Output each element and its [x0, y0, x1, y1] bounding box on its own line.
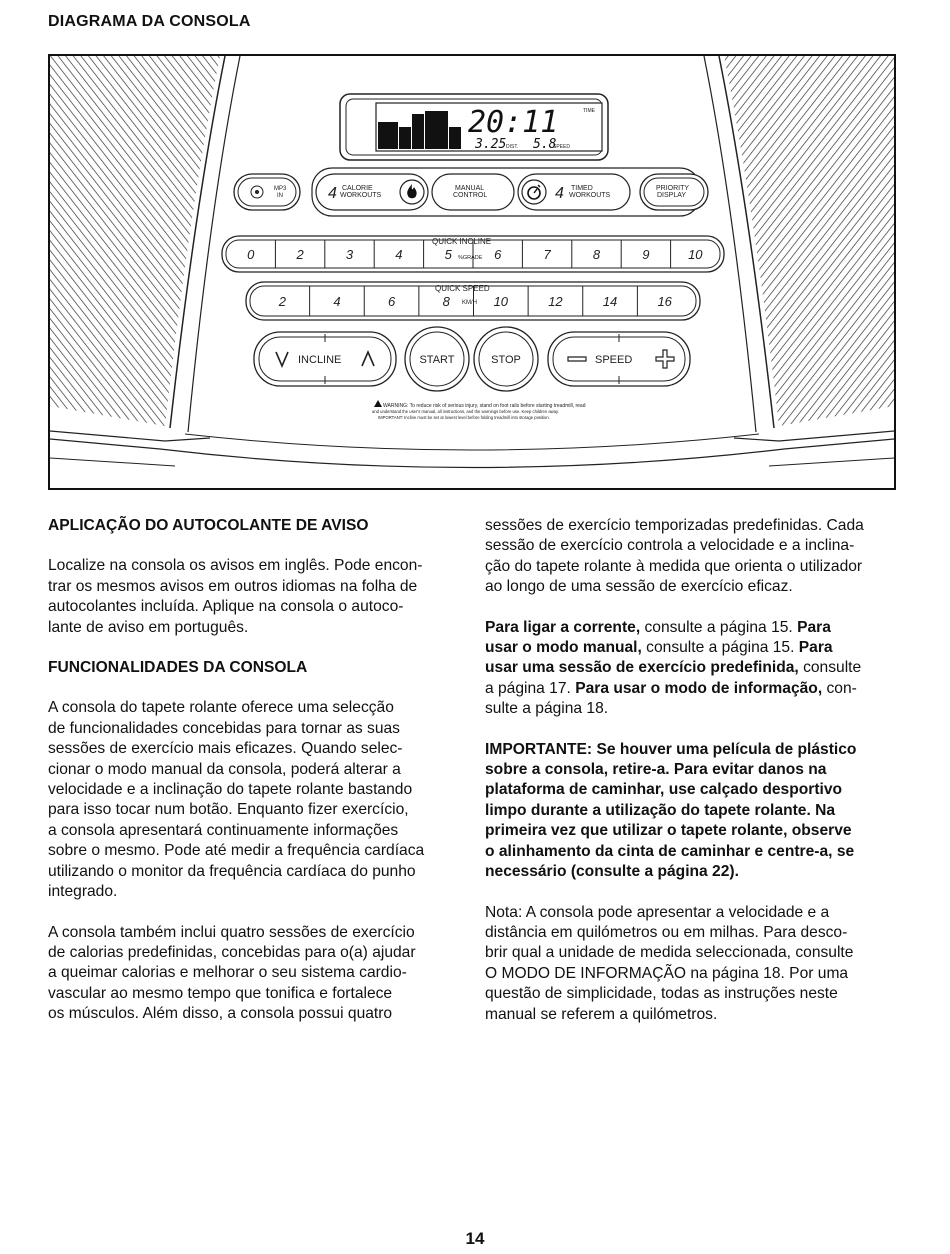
text-line: sobre o mesmo. Pode até medir a frequência cardíaca — [48, 842, 425, 860]
text-line: autocolantes incluída. Aplique na consola o autoco- — [48, 598, 404, 616]
ref-preset-workout: usar uma sessão de exercício predefinida, — [485, 659, 799, 677]
text-line: a página 17. — [485, 679, 576, 697]
timed-workouts-count: 4 — [555, 185, 564, 202]
text-line: sessão de exercício controla a velocidade e a inclina- — [485, 537, 855, 555]
incline-key-label: 10 — [688, 247, 703, 262]
manual-label-1: MANUAL — [455, 185, 485, 192]
text-line: ção do tapete rolante à medida que orienta o utilizador — [485, 557, 863, 575]
text-line: o alinhamento da cinta de caminhar e centre-a, se — [485, 842, 855, 860]
text-line: A consola também inclui quatro sessões de exercício — [48, 923, 415, 941]
text-line: Nota: A consola pode apresentar a velocidade e a — [485, 903, 830, 921]
right-column — [485, 516, 897, 1045]
timed-workouts-button[interactable] — [518, 174, 630, 210]
paragraph-page-references — [485, 618, 897, 720]
text-line: sulte a página 18. — [485, 700, 609, 718]
text-line: de calorias predefinidas, concebidas para o(a) ajudar — [48, 943, 416, 961]
quick-incline-title: QUICK INCLINE — [432, 237, 492, 246]
display-distance-label: DIST. — [506, 144, 519, 150]
speed-rocker-button[interactable] — [548, 332, 690, 386]
mp3-label-1: MP3 — [274, 186, 287, 192]
timed-label-2: WORKOUTS — [569, 192, 611, 199]
warning-line-1: WARNING: To reduce risk of serious injury, stand on foot rails before starting treadmill, read — [383, 403, 586, 409]
text-line: para isso tocar num botão. Enquanto fizer exercício, — [48, 801, 409, 819]
text-line: sessões de exercício mais eficazes. Quando selec- — [48, 740, 403, 758]
mp3-label-2: IN — [277, 193, 283, 199]
calorie-workouts-count: 4 — [328, 185, 337, 202]
ref-info-mode: Para usar o modo de informação, — [575, 679, 823, 697]
text-line: consulte — [798, 659, 862, 677]
text-line: IMPORTANTE: Se houver uma película de plástico — [485, 740, 857, 758]
text-line: Localize na consola os avisos em inglês. Pode encon- — [48, 557, 423, 575]
text-line: A consola do tapete rolante oferece uma selecção — [48, 699, 394, 717]
speed-key-label: 8 — [442, 294, 450, 309]
incline-key-label: 2 — [296, 247, 304, 262]
text-line: lante de aviso em português. — [48, 618, 249, 636]
speed-key-label: 10 — [493, 294, 509, 309]
display-time: 20:11 — [468, 105, 559, 140]
section-title-console-features: FUNCIONALIDADES DA CONSOLA — [48, 659, 308, 677]
ref-manual-mode: usar o modo manual, — [485, 639, 642, 657]
left-column — [48, 516, 458, 1045]
page-number: 14 — [465, 1229, 485, 1248]
priority-label-2: DISPLAY — [657, 192, 687, 199]
speed-key-label: 2 — [278, 294, 286, 309]
mp3-in-button[interactable] — [234, 174, 300, 210]
start-label: START — [419, 354, 455, 366]
incline-key-label: 9 — [642, 247, 650, 262]
paragraph-warning-sticker — [48, 556, 458, 638]
quick-speed-unit: KM/H — [462, 300, 477, 306]
stop-label: STOP — [491, 354, 521, 366]
text-line: velocidade e a inclinação do tapete rolante bastando — [48, 781, 413, 799]
speed-key-label: 6 — [387, 294, 396, 309]
speed-key-label: 14 — [602, 294, 618, 309]
text-line: trar os mesmos avisos em outros idiomas na folha de — [48, 577, 418, 595]
paragraph-important — [485, 740, 897, 883]
incline-key-label: 0 — [247, 247, 255, 262]
incline-key-0[interactable] — [247, 247, 255, 262]
speed-label: SPEED — [595, 354, 633, 366]
text-line: a consola apresentará continuamente informações — [48, 821, 399, 839]
section-title-warning-sticker: APLICAÇÃO DO AUTOCOLANTE DE AVISO — [48, 517, 369, 534]
text-line: a queimar calorias e melhorar o seu sistema cardio- — [48, 964, 407, 982]
quick-incline-bar — [222, 236, 724, 272]
left-speaker-grille — [50, 56, 240, 432]
console-diagram — [48, 54, 896, 490]
warning-triangle-icon — [374, 400, 382, 407]
text-line: questão de simplicidade, todas as instruções neste — [485, 985, 838, 1003]
quick-speed-bar — [246, 282, 700, 320]
incline-key-label: 8 — [592, 247, 601, 262]
quick-incline-unit: %GRADE — [458, 255, 483, 261]
calorie-workouts-button[interactable] — [316, 174, 428, 210]
text-line: consulte a página 15. — [641, 639, 799, 657]
display-speed: 5.8 — [533, 137, 557, 152]
text-line: limpo durante a utilização do tapete rolante. Na — [485, 801, 836, 819]
timed-label-1: TIMED — [571, 185, 593, 192]
text-line: de funcionalidades concebidas para tornar as suas — [48, 719, 400, 737]
paragraph-preset-workouts — [48, 923, 458, 1025]
warning-sticker — [372, 400, 586, 420]
incline-key-label: 7 — [543, 247, 551, 262]
paragraph-timed-workouts — [485, 516, 897, 598]
text-line: ao longo de uma sessão de exercício eficaz. — [485, 578, 793, 596]
start-button[interactable] — [405, 327, 469, 391]
incline-key-label: 6 — [494, 247, 502, 262]
display-time-label: TIME — [583, 108, 595, 114]
incline-key-label: 5 — [444, 247, 452, 262]
calorie-label-1: CALORIE — [342, 185, 373, 192]
text-line: sobre a consola, retire-a. Para evitar danos na — [485, 761, 827, 779]
text-line: sessões de exercício temporizadas predefinidas. Cada — [485, 517, 864, 534]
stop-button[interactable] — [474, 327, 538, 391]
ref-preset-workout: Para — [798, 639, 833, 657]
paragraph-note — [485, 903, 897, 1025]
calorie-label-2: WORKOUTS — [340, 192, 382, 199]
speed-key-2[interactable] — [278, 294, 287, 309]
priority-display-button[interactable] — [640, 174, 708, 210]
speed-key-label: 4 — [333, 294, 341, 309]
text-line: consulte a página 15. — [640, 618, 798, 636]
page-heading: DIAGRAMA DA CONSOLA — [48, 13, 251, 30]
text-line: plataforma de caminhar, use calçado desportivo — [485, 781, 843, 799]
incline-rocker-button[interactable] — [254, 332, 396, 386]
text-line: manual se referem a quilómetros. — [485, 1005, 718, 1023]
incline-key-label: 4 — [395, 247, 403, 262]
priority-label-1: PRIORITY — [656, 185, 690, 192]
display-speed-label: SPEED — [553, 144, 570, 150]
text-line: brir qual a unidade de medida seleccionada, consulte — [485, 944, 854, 962]
speed-key-label: 12 — [548, 294, 563, 309]
ref-power-on: Para ligar a corrente, — [485, 618, 641, 636]
display-panel — [340, 94, 608, 160]
display-distance: 3.25 — [475, 137, 507, 152]
incline-key-label: 3 — [345, 247, 354, 262]
text-line: primeira vez que utilizar o tapete rolante, observe — [485, 822, 852, 840]
text-line: O MODO DE INFORMAÇÃO na página 18. Por uma — [485, 964, 849, 982]
manual-label-2: CONTROL — [453, 192, 488, 199]
right-speaker-grille — [704, 56, 894, 432]
manual-control-button[interactable] — [432, 174, 514, 210]
text-line: os músculos. Além disso, a consola possui quatro — [48, 1005, 393, 1023]
text-line: vascular ao mesmo tempo que tonifica e fortalece — [48, 984, 393, 1002]
text-line: cionar o modo manual da consola, poderá alterar a — [48, 760, 401, 778]
ref-manual-mode: Para — [797, 618, 831, 636]
warning-line-2: and understand the user's manual, all instructions, and the warnings before use. Keep children away. — [372, 409, 559, 414]
text-line: integrado. — [48, 883, 118, 901]
text-line: necessário (consulte a página 22). — [485, 863, 739, 881]
paragraph-console-features — [48, 698, 458, 902]
speed-key-label: 16 — [657, 294, 672, 309]
text-line: utilizando o monitor da frequência cardíaca do punho — [48, 862, 416, 880]
warning-line-3: IMPORTANT: Incline must be set at lowest level before folding treadmill into storage position. — [378, 415, 550, 420]
incline-label: INCLINE — [298, 354, 342, 366]
text-line: distância em quilómetros ou em milhas. Para desco- — [485, 923, 848, 941]
text-line: con- — [822, 679, 857, 697]
quick-speed-title: QUICK SPEED — [435, 284, 490, 293]
